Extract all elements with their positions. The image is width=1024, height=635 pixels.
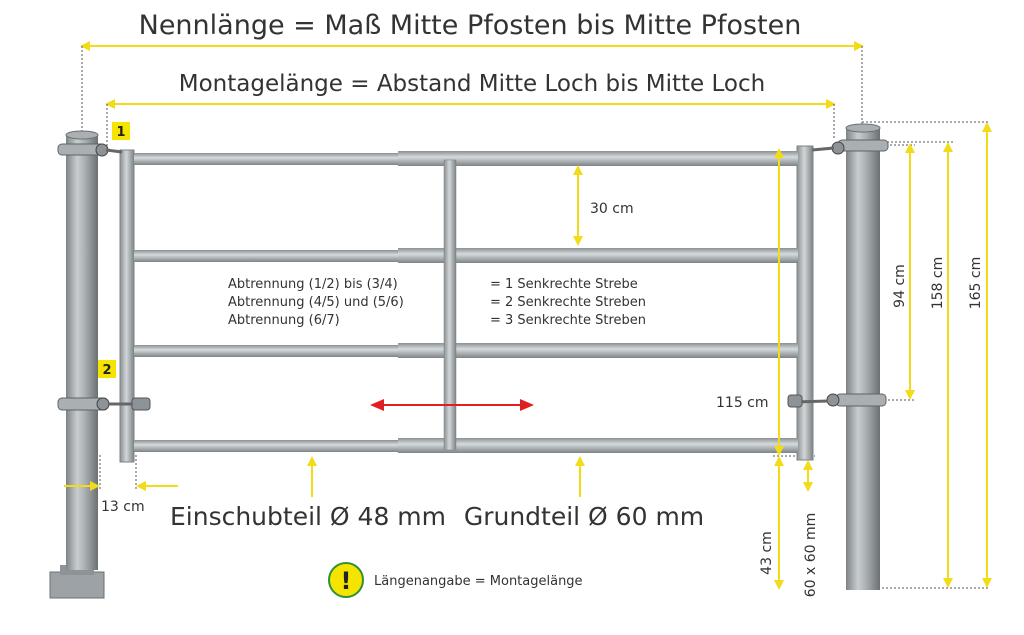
abtrennung-table (228, 277, 646, 328)
dim-30cm-label: 30 cm (590, 201, 634, 217)
badge-1 (112, 122, 130, 140)
abtrennung-range-1: Abtrennung (1/2) bis (3/4) (228, 277, 398, 292)
warning-icon-symbol: ! (340, 567, 352, 595)
gate-end-plate-left (120, 150, 134, 462)
note-text: Längenangabe = Montagelänge (374, 574, 583, 589)
title-montagelaenge: Montagelänge = Abstand Mitte Loch bis Mitte Loch (178, 71, 766, 97)
badge-2-label: 2 (102, 363, 112, 378)
hinge-clamp-top-left (58, 144, 122, 156)
title-nennlaenge: Nennlänge = Maß Mitte Pfosten bis Mitte Pfosten (138, 10, 802, 41)
dim-43cm-label: 43 cm (759, 531, 775, 575)
left-post (50, 131, 104, 598)
dim-115cm-label: 115 cm (716, 395, 769, 411)
abtrennung-range-3: Abtrennung (6/7) (228, 313, 340, 328)
dim-158cm-label: 158 cm (930, 256, 946, 310)
abtrennung-struts-2: = 2 Senkrechte Streben (490, 295, 647, 310)
right-post (846, 124, 880, 590)
abtrennung-struts-3: = 3 Senkrechte Streben (490, 313, 647, 328)
dim-13cm-label: 13 cm (101, 499, 145, 515)
label-einschubteil: Einschubteil Ø 48 mm (169, 502, 447, 531)
warning-icon (329, 563, 363, 597)
gate-end-plate-right (797, 146, 813, 460)
dim-165cm-label: 165 cm (968, 256, 984, 310)
dim-94cm-label: 94 cm (892, 264, 908, 308)
label-grundteil: Grundteil Ø 60 mm (463, 502, 705, 531)
abtrennung-range-2: Abtrennung (4/5) und (5/6) (228, 295, 404, 310)
badge-1-label: 1 (116, 125, 126, 140)
badge-2 (98, 360, 116, 378)
dim-60x60mm-label: 60 x 60 mm (803, 512, 819, 598)
vertical-strut (444, 160, 456, 450)
abtrennung-struts-1: = 1 Senkrechte Strebe (490, 277, 638, 292)
hinge-clamp-bottom-left (58, 398, 150, 410)
